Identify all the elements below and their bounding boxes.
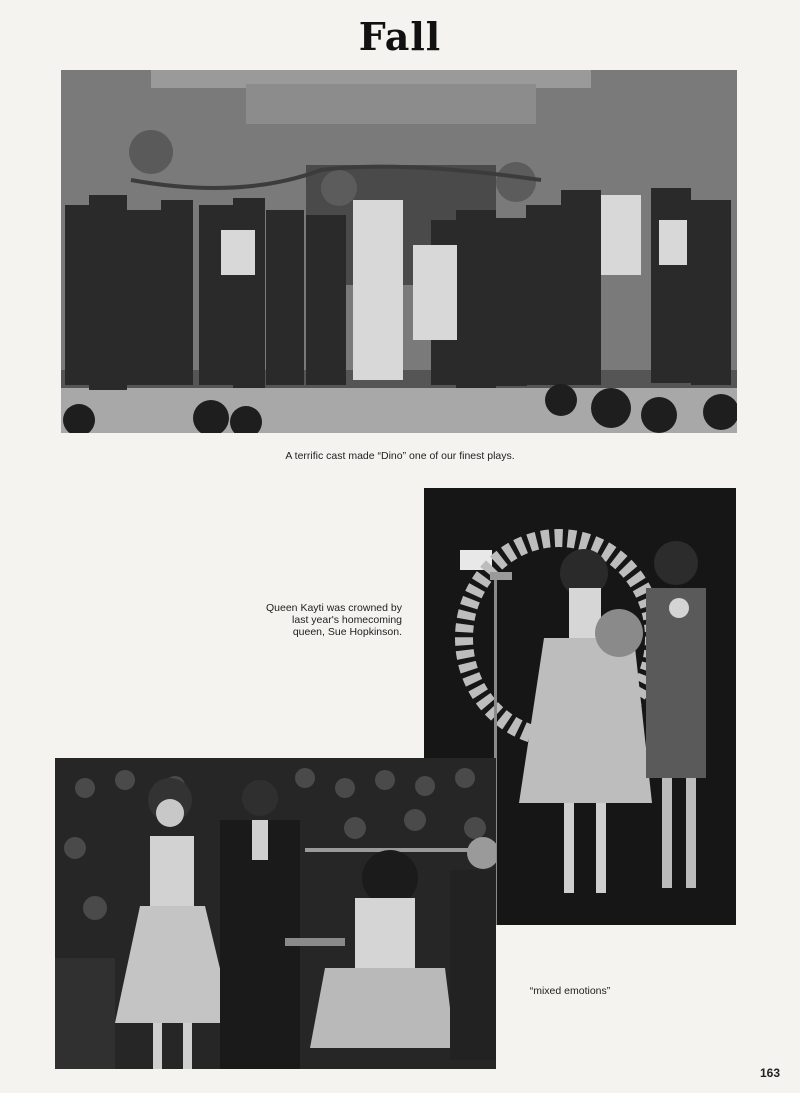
page-number: 163 xyxy=(759,1066,780,1080)
play-cast-caption: A terrific cast made “Dino” one of our finest plays. xyxy=(285,450,515,462)
mixed-emotions-photo xyxy=(55,758,496,1069)
page-title: Fall xyxy=(358,14,442,59)
mixed-emotions-caption: “mixed emotions” xyxy=(529,985,611,997)
queen-crowning-caption: Queen Kayti was crowned by last year's homecoming queen, Sue Hopkinson. xyxy=(266,602,402,638)
play-cast-photo xyxy=(61,70,737,433)
